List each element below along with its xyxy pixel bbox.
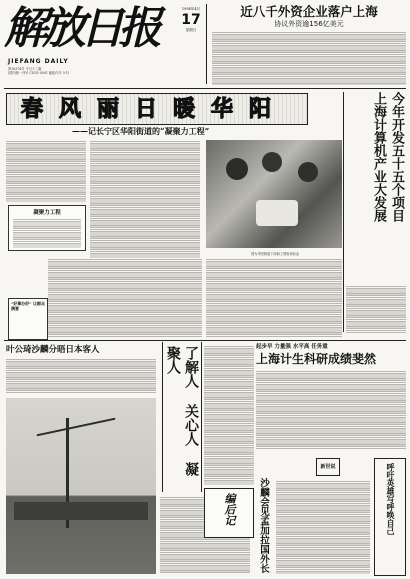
- computer-body: [346, 285, 406, 333]
- crane-boom: [37, 418, 116, 437]
- feature-body-right: [206, 258, 342, 338]
- sidebar-heading: 凝聚力工程: [33, 210, 61, 216]
- column-banner-text: 了解人 关心人 凝聚人: [165, 346, 199, 476]
- date-year: 1994年4月: [181, 7, 201, 11]
- feature-box: [8, 298, 48, 340]
- seal-text: 编后记: [223, 493, 236, 526]
- lower-right-block: [256, 456, 406, 576]
- date-block: [176, 7, 206, 33]
- photo-cake: [256, 200, 298, 226]
- seal-box: [204, 488, 254, 538]
- masthead-issue: [8, 67, 69, 75]
- feature-body-left: [6, 140, 86, 202]
- edition: 今日十二版: [25, 67, 42, 71]
- photo-figure-head: [298, 162, 318, 182]
- stamp-text: 新世说: [320, 464, 336, 470]
- feature-banner-title: 春风丽日暖华阳: [21, 96, 288, 122]
- photo-figure-head: [226, 158, 248, 180]
- crane-photo: [6, 398, 156, 574]
- science-kicker: 起步早 力量强 水平高 任务重: [256, 344, 328, 350]
- lead-headline: 近八千外资企业落户上海: [240, 4, 378, 19]
- feature-banner: [6, 93, 308, 125]
- science-body: [256, 370, 406, 450]
- lead-subhead: 协议外资逾156亿美元: [274, 20, 344, 28]
- feature-photo: [206, 140, 342, 248]
- science-headline: 上海计生科研成绩斐然: [256, 352, 377, 366]
- lower-right-col2: 呼吁英雄写呼唤自己: [386, 463, 395, 535]
- right-col-rule: [343, 92, 344, 332]
- sidebar-body: [13, 218, 81, 248]
- box-text: “好事办好” 让群众满意: [11, 301, 45, 311]
- masthead-divider: [206, 4, 207, 84]
- feature-subtitle: ——记长宁区华阳街道的“凝聚力工程”: [72, 126, 210, 136]
- stamp-box: [316, 458, 340, 476]
- lead-body: [212, 31, 406, 85]
- date-day: 17: [181, 12, 201, 28]
- feature-sidebar: [8, 205, 86, 251]
- lower-right-col1: 沙麟会见孟加拉国外长: [258, 478, 269, 573]
- vertical-headline-line2: 今年开发五十五个项目: [389, 92, 404, 222]
- masthead-name-en: JIEFANG DAILY: [8, 58, 69, 65]
- masthead-logo: 解放日报: [4, 3, 156, 54]
- science-story: [256, 344, 406, 450]
- mid-rule: [4, 340, 406, 341]
- left-story-body: [6, 358, 156, 394]
- right-box: [374, 458, 406, 576]
- barge: [14, 502, 148, 520]
- photo-caption: 图为华阳街道下岗职工领取补助金: [251, 252, 299, 256]
- vertical-headline-line1: 上海计算机产业大发展: [371, 92, 386, 222]
- feature-body-lower: [48, 258, 202, 338]
- contact: (国内统一刊号 CN31-0001 邮政代号 3-1): [8, 71, 70, 75]
- column-banner: [162, 342, 202, 492]
- left-story-headline: 叶公琦沙麟分晤日本客人: [6, 345, 100, 355]
- masthead: [4, 3, 204, 89]
- weekday: 星期日: [185, 28, 197, 32]
- lead-story: [212, 4, 406, 84]
- mid-body: [204, 345, 254, 485]
- feature-body-mid: [90, 140, 200, 270]
- lower-right-body: [276, 480, 370, 574]
- vertical-headline: [346, 92, 406, 282]
- top-rule: [4, 88, 406, 89]
- issue-no: 第16374号: [8, 67, 25, 71]
- photo-figure-head: [262, 152, 282, 172]
